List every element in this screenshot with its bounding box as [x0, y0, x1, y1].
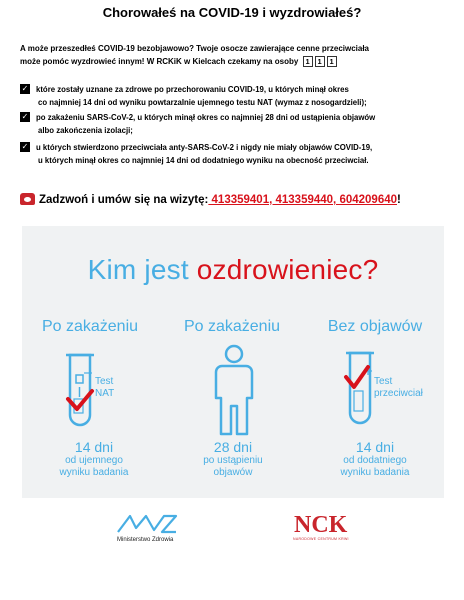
criterion-line: u których stwierdzono przeciwciała anty-SARS-CoV-2 i nigdy nie miały objawów COVID-19,: [36, 143, 373, 152]
info-panel: [22, 226, 444, 498]
logos-row: [0, 510, 464, 550]
checkbox-icon: ✓: [21, 112, 29, 121]
digit-box: 1: [303, 56, 313, 67]
tube-label-line: Test: [95, 376, 114, 387]
svg-text:NCK: NCK: [294, 512, 348, 536]
nck-caption: NARODOWE CENTRUM KRWI: [293, 537, 349, 541]
days-desc: po ustąpieniu: [203, 455, 263, 466]
page-title: Chorowałeś na COVID-19 i wyzdrowiałeś?: [102, 5, 362, 20]
criterion-1: [20, 83, 450, 109]
criterion-line: u których minął okres co najmniej 14 dni od dodatniego wyniku na obecność przeciwciał.: [38, 156, 369, 165]
days-desc: od dodatniego: [343, 455, 407, 466]
days-value: 14 dni: [355, 439, 395, 455]
call-end: !: [397, 194, 401, 206]
intro-line-2: [20, 55, 450, 68]
tube-label-line: przeciwciał: [374, 388, 423, 399]
ministry-caption: Ministerstwo Zdrowia: [117, 537, 174, 543]
column-1-heading: Po zakażeniu: [41, 318, 139, 335]
days-desc: wyniku badania: [59, 467, 129, 478]
days-value: 14 dni: [74, 439, 114, 455]
digit-box: 1: [327, 56, 337, 67]
panel-title-start: Kim jest: [87, 254, 197, 285]
criterion-line: po zakażeniu SARS-CoV-2, u których minął okres co najmniej 28 dni od ustąpienia objawów: [36, 113, 376, 122]
tube-label-line: NAT: [95, 388, 115, 399]
checkbox-icon: ✓: [21, 142, 29, 151]
criterion-line: które zostały uznane za zdrowe po przechorowaniu COVID-19, u których minął okres: [36, 85, 349, 94]
tube-label-nat: [95, 376, 114, 400]
column-2-detail: [168, 439, 298, 479]
days-value: 28 dni: [213, 439, 253, 455]
intro-text: [20, 42, 450, 68]
ministry-of-health-logo: [116, 512, 178, 536]
phone-icon: [20, 193, 35, 205]
phone-numbers[interactable]: 413359401, 413359440, 604209640: [208, 194, 398, 206]
checkbox-icon: ✓: [21, 84, 29, 93]
person-icon: [212, 344, 256, 436]
criterion-3: [20, 141, 450, 167]
days-desc: od ujemnego: [65, 455, 123, 466]
column-3-detail: [310, 439, 440, 479]
column-1-detail: [29, 439, 159, 479]
tube-label-antibody: [374, 376, 423, 400]
call-to-action: [20, 193, 460, 206]
panel-title-highlight: ozdrowieniec?: [196, 254, 379, 285]
intro-line-2-text: może pomóc wyzdrowieć innym! W RCKiK w Kielcach czekamy na osoby: [20, 57, 299, 66]
days-desc: objawów: [213, 467, 253, 478]
digit-box: 1: [315, 56, 325, 67]
tube-label-line: Test: [374, 376, 393, 387]
criterion-line: albo zakończenia izolacji;: [38, 126, 133, 135]
column-3-heading: Bez objawów: [327, 318, 423, 335]
nck-logo: [292, 510, 354, 536]
call-text: Zadzwoń i umów się na wizytę: [39, 194, 205, 206]
column-2-heading: Po zakażeniu: [183, 318, 281, 335]
panel-title: [22, 254, 444, 286]
days-desc: wyniku badania: [340, 467, 410, 478]
intro-line-1: A może przeszedłeś COVID-19 bezobjawowo? Twoje osocze zawierające cenne przeciwciała: [20, 44, 370, 53]
criterion-line: co najmniej 14 dni od wyniku powtarzalnie ujemnego testu NAT (wymaz z nosogardzieli);: [38, 98, 367, 107]
criterion-2: [20, 111, 450, 137]
call-colon: :: [204, 194, 209, 206]
